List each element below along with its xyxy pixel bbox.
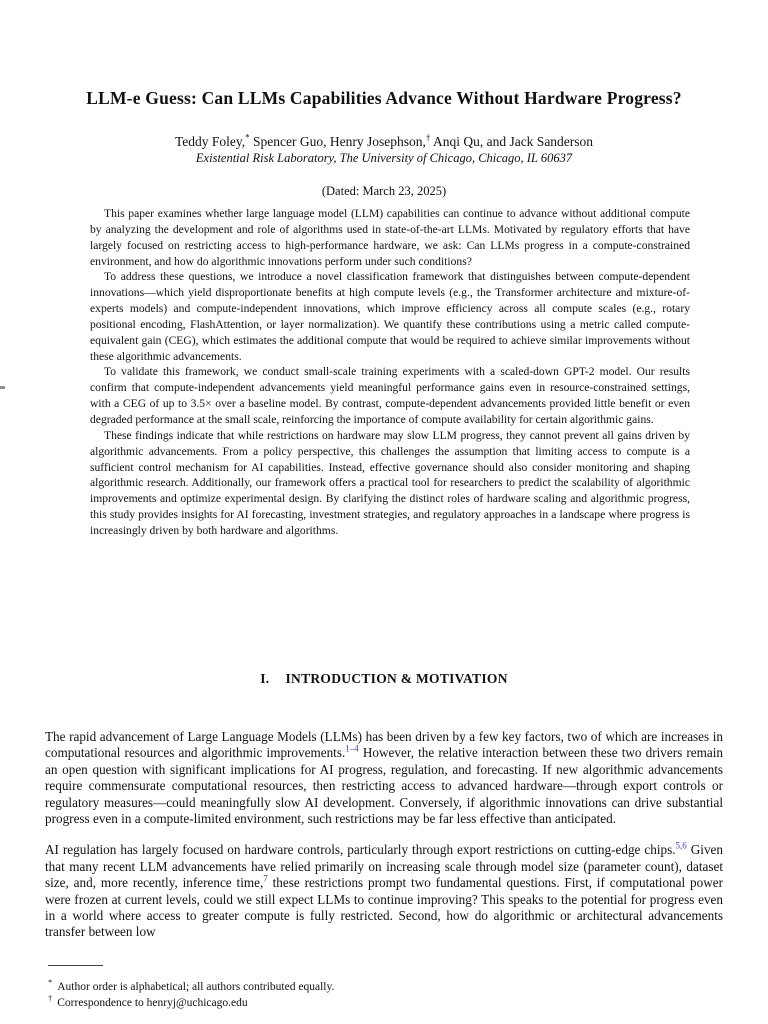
footnote-rule bbox=[48, 965, 103, 966]
citation-link-1-4[interactable]: 1–4 bbox=[345, 744, 359, 755]
citation-link-5-6[interactable]: 5,6 bbox=[675, 841, 687, 852]
intro-p1-text-1: The rapid advancement of Large Language Models (LLMs) has been driven by a few key factors, two of which are increases in computational resources and algorithmic improvements. bbox=[45, 729, 723, 761]
abstract-paragraph-1: This paper examines whether large language model (LLM) capabilities can continue to advance without additional compute by analyzing the development and role of algorithms used in state-of-the-art LLMs. Motivated by regulatory efforts that have largely focused on restricting access to high-performance hardware, we ask: Can LLMs progress in a compute-constrained environment, and how do algorithmic innovations perform under such conditions? bbox=[90, 207, 690, 268]
footnote-text-author-order: Author order is alphabetical; all authors contributed equally. bbox=[57, 981, 335, 993]
footnote-correspondence bbox=[48, 992, 708, 1012]
section-heading-introduction bbox=[34, 671, 734, 687]
abstract-block bbox=[90, 206, 690, 539]
intro-p2-text-3: these restrictions prompt two fundamental questions. First, if computational power were frozen at current levels, could we still expect LLMs to continue improving? This speaks to the potential for progress even in a world where access to greater compute is fully restricted. Second, how do algorithmic or architectural advancements transfer between low bbox=[45, 875, 723, 940]
intro-paragraph-1 bbox=[45, 729, 723, 827]
abstract-paragraph-2: To address these questions, we introduce a novel classification framework that distinguishes between compute-dependent innovations—which yield disproportionate benefits at high compute levels (e.g., the Transformer architecture and mixture-of-experts models) and compute-independent innovations, which improve efficiency across all compute scales (e.g., rotary positional encoding, FlashAttention, or layer normalization). We quantify these contributions using a metric called compute-equivalent gain (CEG), which estimates the additional compute that would be required to achieve similar improvements without these algorithmic advancements. bbox=[90, 270, 690, 363]
paper-title: LLM-e Guess: Can LLMs Capabilities Advance Without Hardware Progress? bbox=[86, 88, 682, 108]
intro-p2-text-2: Given that many recent LLM advancements have relied primarily on increasing scale through model size (parameter count), dataset size, and, more recently, inference time, bbox=[45, 842, 723, 891]
author-thanks-marker-star: * bbox=[245, 132, 250, 143]
author-thanks-marker-dagger: † bbox=[425, 132, 431, 143]
footnote-marker-dagger: † bbox=[48, 992, 53, 1003]
introduction-body bbox=[45, 729, 723, 956]
scan-artifact bbox=[0, 386, 5, 389]
intro-p2-text-1: AI regulation has largely focused on hardware controls, particularly through export restrictions on cutting-edge chips. bbox=[45, 842, 676, 858]
section-title: INTRODUCTION & MOTIVATION bbox=[285, 671, 508, 686]
intro-paragraph-2 bbox=[45, 842, 723, 940]
footnote-author-order bbox=[48, 977, 708, 996]
authors-text-1: Teddy Foley, bbox=[174, 134, 246, 149]
citation-link-7[interactable]: 7 bbox=[263, 873, 268, 884]
footnotes-block bbox=[48, 977, 708, 1011]
date-line: (Dated: March 23, 2025) bbox=[321, 184, 447, 198]
authors-line bbox=[34, 134, 734, 150]
intro-p1-text-2: However, the relative interaction between these two drivers remain an open question with significant implications for AI progress, regulation, and forecasting. If new algorithmic advancements require commensurate computational resources, then restricting access to advanced hardware—through export controls or regulatory measures—could meaningfully slow AI development. Conversely, if algorithmic innovations can drive substantial progress even in a compute-limited environment, such restrictions may be far less effective than anticipated. bbox=[45, 745, 723, 827]
section-number: I. bbox=[260, 671, 270, 686]
authors-text-2: Spencer Guo, Henry Josephson, bbox=[249, 134, 426, 149]
affiliation-line: Existential Risk Laboratory, The University of Chicago, Chicago, IL 60637 bbox=[195, 151, 573, 165]
abstract-paragraph-3: To validate this framework, we conduct small-scale training experiments with a scaled-down GPT-2 model. Our results confirm that compute-independent advancements yield meaningful performance gains even in resource-constrained settings, with a CEG of up to 3.5× over a baseline model. By contrast, compute-dependent advancements provided little benefit or even degraded performance at the small scale, reinforcing the importance of compute availability for certain algorithmic gains. bbox=[90, 365, 690, 426]
abstract-paragraph-4: These findings indicate that while restrictions on hardware may slow LLM progress, they cannot prevent all gains driven by algorithmic advancements. From a policy perspective, this challenges the assumption that limiting access to compute is a sufficient control mechanism for AI capabilities. Instead, effective governance should also consider monitoring and shaping algorithmic research. Additionally, our framework offers a practical tool for researchers to predict the scalability of algorithmic improvements and optimize experimental design. By clarifying the distinct roles of hardware scaling and algorithmic progress, this study provides insights for AI forecasting, investment strategies, and regulatory approaches in a landscape where progress is increasingly driven by both hardware and algorithms. bbox=[90, 428, 690, 537]
footnote-text-correspondence: Correspondence to henryj@uchicago.edu bbox=[57, 996, 248, 1009]
authors-text-3: Anqi Qu, and Jack Sanderson bbox=[430, 134, 594, 149]
footnote-marker-star: * bbox=[48, 977, 53, 988]
